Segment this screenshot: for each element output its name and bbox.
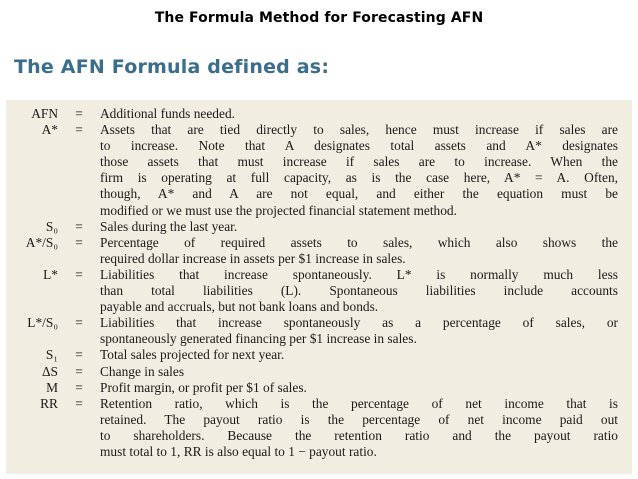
definition-line: though, A* and A are not equal, and either the equation must be bbox=[100, 186, 618, 202]
definition-term: L*/S₀ bbox=[27, 315, 58, 331]
definition-s0 bbox=[6, 219, 632, 235]
definitions-panel bbox=[6, 100, 632, 474]
definition-text bbox=[100, 219, 618, 235]
definition-text bbox=[100, 235, 618, 267]
definition-l-star bbox=[6, 267, 632, 315]
slide-title: The Formula Method for Forecasting AFN bbox=[154, 10, 484, 26]
definition-term: RR bbox=[40, 395, 58, 411]
definition-line: Sales during the last year. bbox=[100, 218, 238, 234]
definition-term: L* bbox=[43, 266, 58, 282]
definition-line: to shareholders. Because the retention ratio and the payout ratio bbox=[100, 427, 618, 443]
definition-line: than total liabilities (L). Spontaneous liabilities include accounts bbox=[100, 283, 618, 299]
equals-sign: = bbox=[75, 106, 83, 121]
definition-line: Profit margin, or profit per $1 of sales. bbox=[100, 379, 307, 395]
definition-term: AFN bbox=[31, 106, 58, 121]
definition-line: payable and accruals, but not bank loans and bonds. bbox=[100, 299, 379, 315]
definition-term: A*/S₀ bbox=[25, 234, 58, 250]
definition-line: Percentage of required assets to sales, which also shows the bbox=[100, 234, 618, 250]
definition-a-star-over-s0 bbox=[6, 235, 632, 267]
definition-term: ΔS bbox=[41, 363, 58, 379]
equals-sign: = bbox=[75, 266, 83, 282]
definition-line: those assets that must increase if sales are to increase. When the bbox=[100, 154, 618, 170]
definition-rr bbox=[6, 396, 632, 460]
definition-l-star-over-s0 bbox=[6, 315, 632, 347]
definition-line: Assets that are tied directly to sales, hence must increase if sales are bbox=[100, 122, 618, 138]
definition-a-star bbox=[6, 122, 632, 219]
definition-text bbox=[100, 364, 618, 380]
definition-text bbox=[100, 122, 618, 219]
definition-line: must total to 1, RR is also equal to 1 − payout ratio. bbox=[100, 443, 377, 459]
definition-text bbox=[100, 396, 618, 460]
definition-afn bbox=[6, 106, 632, 122]
equals-sign: = bbox=[75, 395, 83, 411]
definition-term: M bbox=[46, 379, 58, 395]
equals-sign: = bbox=[75, 379, 83, 395]
definition-line: firm is operating at full capacity, as is the case here, A* = A. Often, bbox=[100, 170, 618, 186]
definition-line: to increase. Note that A designates total assets and A* designates bbox=[100, 138, 618, 154]
definition-line: Change in sales bbox=[100, 363, 185, 379]
definition-line: Total sales projected for next year. bbox=[100, 347, 285, 363]
definition-line: required dollar increase in assets per $1 increase in sales. bbox=[100, 250, 406, 266]
definition-term: A* bbox=[41, 122, 58, 138]
equals-sign: = bbox=[75, 234, 83, 250]
definition-text bbox=[100, 347, 618, 363]
definition-term: S₁ bbox=[45, 347, 58, 363]
equals-sign: = bbox=[75, 315, 83, 331]
equals-sign: = bbox=[75, 122, 83, 138]
definition-line: Additional funds needed. bbox=[100, 106, 235, 121]
definition-m bbox=[6, 380, 632, 396]
definition-delta-s bbox=[6, 364, 632, 380]
slide-subtitle: The AFN Formula defined as: bbox=[14, 56, 330, 78]
definition-line: spontaneously generated financing per $1 increase in sales. bbox=[100, 331, 417, 347]
equals-sign: = bbox=[75, 347, 83, 363]
definition-text bbox=[100, 315, 618, 347]
definition-line: Liabilities that increase spontaneously. L* is normally much less bbox=[100, 266, 618, 282]
definition-term: S₀ bbox=[45, 218, 58, 234]
definition-line: modified or we must use the projected financial statement method. bbox=[100, 202, 457, 218]
definition-line: Liabilities that increase spontaneously as a percentage of sales, or bbox=[100, 315, 618, 331]
definition-s1 bbox=[6, 347, 632, 363]
definition-text bbox=[100, 106, 618, 122]
equals-sign: = bbox=[75, 363, 83, 379]
definition-text bbox=[100, 267, 618, 315]
definition-text bbox=[100, 380, 618, 396]
definition-line: retained. The payout ratio is the percentage of net income paid out bbox=[100, 411, 618, 427]
equals-sign: = bbox=[75, 218, 83, 234]
definition-line: Retention ratio, which is the percentage of net income that is bbox=[100, 395, 618, 411]
